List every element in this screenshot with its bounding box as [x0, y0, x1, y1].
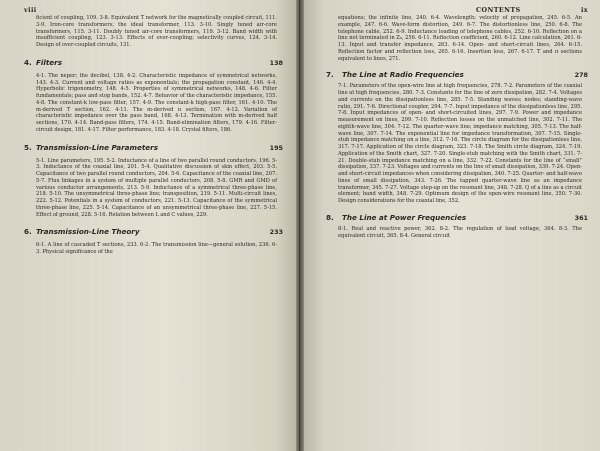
right-page	[300, 0, 600, 451]
chapter-8-heading	[326, 213, 588, 222]
chapter-number: 4.	[24, 57, 32, 67]
chapter-title: Filters	[36, 57, 62, 67]
book-gutter	[296, 0, 304, 451]
chapter-7-sections: 7-1. Parameters of the open-wire line at high frequencies, 278. 7-2. Parameters of the coaxial line at high frequencies, 280. 7-3. Constants for the line of zero dissipation, 282. 7-4. Voltages and currents on the dissipationless line, 285. 7-5. Standing waves; nodes; standing-wave ratio, 291. 7-6. Directional coupler, 294. 7-7. Input impedance of the dissipationless line, 295. 7-8. Input impedances of open- and short-circuited lines, 297. 7-9. Power and impedance measurement on lines, 299. 7-10. Reflection losses on the unmatched line, 302. 7-11. The eighth-wave line, 304. 7-12. The quarter-wave line; impedance matching, 305. 7-13. The half-wave line, 307. 7-14. The exponential line for impedance transformation, 307. 7-15. Single-stub impedance matching on a line, 312. 7-16. The circle diagram for the dissipationless line, 317. 7-17. Application of the circle diagram, 323. 7-18. The Smith circle diagram, 324. 7-19. Application of the Smith chart, 327. 7-20. Single-stub matching with the Smith chart, 331. 7-21. Double-stub impedance matching on a line, 332. 7-22. Constants for the line of “small” dissipation, 337. 7-23. Voltages and currents on the line of small dissipation, 339. 7-24. Open- and short-circuit impedances when considering dissipation, 340. 7-25. Quarter- and half-wave lines of small dissipation, 343. 7-26. The tapped quarter-wave line as an impedance transformer, 345. 7-27. Voltage step-up on the resonant line, 348. 7-28. Q of a line as a circuit element; band width, 348. 7-29. Optimum design of the open-wire resonant line, 350. 7-30. Design considerations for the coaxial line, 352.	[338, 83, 582, 204]
left-page	[0, 0, 299, 451]
chapter-title: Transmission-Line Parameters	[36, 142, 158, 152]
chapter-page: 278	[574, 71, 588, 80]
running-title: CONTENTS	[476, 6, 521, 14]
chapter-6-sections: 6-1. A line of cascaded T sections, 233. 6-2. The transmission line—general solution, 236. 6-3. Physical significance of the	[36, 242, 277, 255]
chapter-4-sections: 4-1. The neper; the decibel, 138. 4-2. Characteristic impedance of symmetrical networks, 143. 4-3. Current and voltage ratios as exponentials; the propagation constant, 146. 4-4. Hyperbolic trigonometry, 148. 4-5. Properties of symmetrical networks, 148. 4-6. Filter fundamentals; pass and stop bands, 152. 4-7. Behavior of the characteristic impedance, 155. 4-8. The constant-k low-pass filter, 157. 4-9. The constant-k high-pass filter, 161. 4-10. The m-derived T section, 162. 4-11. The m-derived π section, 167. 4-12. Variation of characteristic impedance over the pass band, 168. 4-13. Termination with m-derived half sections, 170. 4-14. Band-pass filters, 174. 4-15. Band-elimination filters, 179. 4-16. Filter-circuit design, 181. 4-17. Filter performance, 183. 4-18. Crystal filters, 186.	[36, 72, 277, 133]
chapter-5-heading	[24, 143, 283, 152]
right-folio: ix	[580, 6, 588, 14]
chapter-number: 5.	[24, 142, 32, 152]
chapter-7-heading	[326, 70, 588, 79]
chapter-page: 138	[269, 58, 283, 67]
right-running-head	[326, 6, 588, 15]
chapter-title: The Line at Radio Frequencies	[342, 70, 464, 80]
chapter-6-continuation: equations; the infinite line, 240. 6-4. Wavelength; velocity of propagation, 245. 6-5. An example, 247. 6-6. Wave-form distortion, 249. 6-7. The distortionless line, 250. 6-8. The telephone cable, 252. 6-9. Inductance loading of telephone cables, 252. 6-10. Reflection on a line not terminated in Z₀, 256. 6-11. Reflection coefficient, 260. 6-12. Line calculation, 261. 6-13. Input and transfer impedance, 263. 6-14. Open- and short-circuit lines, 264. 6-15. Reflection factor and reflection loss, 265. 6-16. Insertion loss, 267. 6-17. T and π sections equivalent to lines, 271.	[338, 15, 582, 62]
chapter-4-heading	[24, 58, 283, 67]
chapter-title: The Line at Power Frequencies	[342, 212, 467, 222]
chapter-number: 6.	[24, 227, 32, 237]
chapter-8-sections: 8-1. Real and reactive power, 362. 8-2. The regulation of load voltage, 364. 8-3. The equivalent circuit, 365. 8-4. General circuit	[338, 225, 582, 239]
chapter-number: 8.	[326, 212, 334, 222]
chapter-page: 195	[269, 143, 283, 152]
chapter-3-continuation: ficient of coupling, 109. 3-8. Equivalent T network for the magnetically coupled circuit, 111. 3-9. Iron-core transformers; the ideal transformer, 113. 3-10. Singly tuned air-core transformers, 115. 3-11. Doubly tuned air-core transformers, 119. 3-12. Band width with insufficient coupling, 123. 3-13. Effects of over-coupling; selectivity curves, 124. 3-14. Design of over-coupled circuits, 131.	[36, 15, 277, 48]
chapter-page: 361	[574, 213, 588, 222]
chapter-5-sections: 5-1. Line parameters, 195. 5-2. Inductance of a line of two parallel round conductors, 196. 5-3. Inductance of the coaxial line, 201. 5-4. Qualitative discussion of skin effect, 203. 5-5. Capacitance of two parallel round conductors, 204. 5-6. Capacitance of the coaxial line, 207. 5-7. Flux linkages in a system of multiple parallel conductors, 208. 5-8. GMR and GMD of various conductor arrangements, 213. 5-9. Inductance of a symmetrical three-phase line, 218. 5-10. The unsymmetrical three-phase line; transposition, 219. 5-11. Multi-circuit lines, 222. 5-12. Potentials in a system of conductors, 221. 5-13. Capacitance of the symmetrical three-phase line, 225. 5-14. Capacitance of an unsymmetrical three-phase line, 227. 5-15. Effect of ground, 228. 5-16. Relation between L and C values, 229.	[36, 157, 277, 218]
left-running-head	[24, 6, 283, 15]
left-folio: viii	[24, 6, 37, 14]
chapter-number: 7.	[326, 70, 334, 80]
chapter-page: 233	[269, 228, 283, 237]
chapter-title: Transmission-Line Theory	[36, 227, 140, 237]
chapter-6-heading	[24, 227, 283, 236]
